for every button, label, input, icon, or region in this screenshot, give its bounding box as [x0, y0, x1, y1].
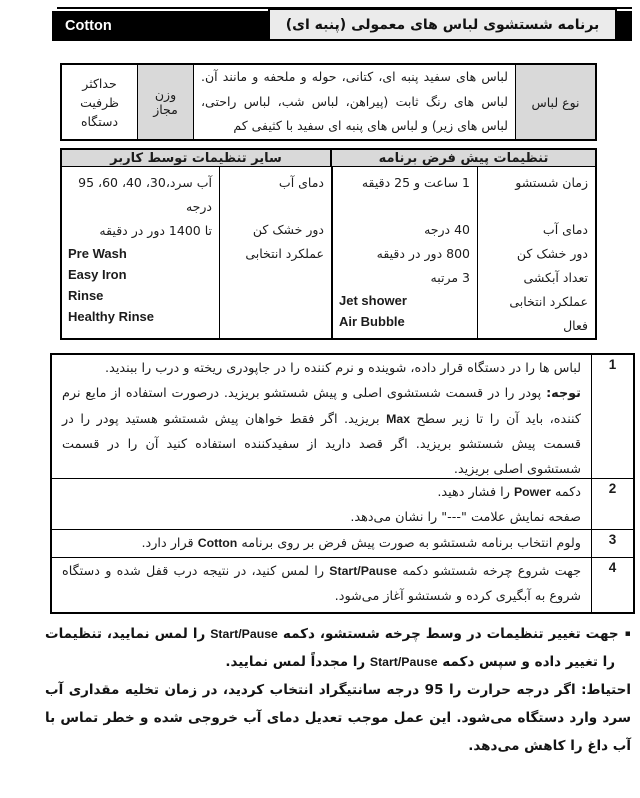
note-segment: را لمس نمایید، تنظیمات را تغییر داده و سپس دکمه: [45, 626, 615, 670]
setting-value: تا 1400 دور در دقیقه: [99, 223, 212, 238]
step-number: 1: [591, 355, 633, 478]
keyword-start-pause: Start/Pause: [210, 627, 278, 641]
setting-function: Pre Wash: [68, 246, 127, 261]
step-row: [52, 558, 633, 612]
setting-function: Air Bubble: [339, 314, 405, 329]
setting-label: زمان شستشو: [515, 175, 588, 190]
setting-value: 1 ساعت و 25 دقیقه: [361, 175, 470, 190]
step-text-segment: پودر را در قسمت شستشوی اصلی و پیش شستشو بریزید. درصورت استفاده از مایع نرم کننده، باید آن را تا زیر سطح: [62, 386, 582, 427]
note-label: توجه:: [546, 386, 581, 402]
setting-function: Rinse: [68, 288, 104, 303]
setting-label: دمای آب: [542, 222, 588, 237]
notes-section: [45, 620, 631, 760]
step-text-segment: دکمه: [550, 485, 581, 500]
step-row: [52, 479, 633, 530]
user-labels-column: [219, 167, 331, 338]
square-bullet-icon: ▪: [624, 629, 631, 639]
setting-label: دمای آب: [278, 175, 324, 190]
setting-function: Easy Iron: [68, 267, 127, 282]
setting-label: دور خشک کن: [252, 222, 324, 237]
caution-label: احتیاط:: [581, 682, 631, 698]
keyword-start-pause: Start/Pause: [369, 655, 438, 669]
step-number: 4: [591, 558, 633, 612]
step-text-segment: ولوم انتخاب برنامه شستشو به صورت پیش فرض بر روی برنامه: [237, 536, 581, 551]
caution-text: اگر درجه حرارت را 95 درجه سانتیگراد انتخاب کردید، در زمان تخلیه مقداری آب سرد وارد دستگاه می‌شود. این عمل موجب تعدیل دمای آب خروجی شده و خطر تماس با آب داغ را کاهش می‌دهد.: [45, 682, 631, 754]
default-values-column: [331, 167, 477, 338]
clothes-type-label: نوع لباس: [515, 65, 595, 139]
spacer: [333, 195, 477, 218]
user-settings-header: سایر تنظیمات توسط کاربر: [110, 150, 282, 166]
settings-table-header: [62, 150, 595, 167]
step-number: 2: [591, 479, 633, 529]
change-settings-note: [45, 620, 631, 676]
setting-label: عملکرد انتخابی: [245, 246, 324, 261]
setting-value: 40 درجه: [424, 222, 470, 237]
step-text-segment: لباس ها را در دستگاه قرار داده، شوینده و نرم کننده را در جاپودری ریخته و درب را ببندید.: [105, 361, 581, 376]
note-segment: را مجدداً لمس نمایید.: [225, 654, 370, 670]
allowed-weight-label: وزن مجاز: [137, 65, 193, 139]
default-labels-column: [477, 167, 595, 338]
clothes-table: [60, 63, 597, 141]
user-values-column: [62, 167, 219, 338]
step-number: 3: [591, 530, 633, 557]
setting-label: دور خشک کن: [516, 246, 588, 261]
step-text: [52, 558, 591, 612]
caution-note: [45, 676, 631, 760]
setting-function: Jet shower: [339, 293, 407, 308]
step-row: [52, 530, 633, 558]
keyword-start-pause: Start/Pause: [329, 564, 397, 578]
steps-table: [50, 353, 635, 614]
note-segment: جهت تغییر تنظیمات در وسط چرخه شستشو، دکمه: [277, 626, 619, 642]
keyword-cotton: Cotton: [197, 536, 238, 550]
step-row: [52, 355, 633, 479]
step-text-segment: صفحه نمایش علامت "---" را نشان می‌دهد.: [350, 510, 581, 526]
step-text: [52, 530, 591, 557]
clothes-type-desc: لباس های سفید پنبه ای، کتانی، حوله و ملحفه و مانند آن. لباس های رنگ ثابت (پیراهن، لباس شب، لباس راحتی، لباس های زیر) و لباس های پنبه ای سفید با کثیفی کم: [193, 65, 515, 139]
keyword-max: Max: [386, 411, 411, 426]
keyword-power: Power: [513, 485, 551, 499]
setting-label: عملکرد انتخابی فعال: [509, 294, 588, 333]
allowed-weight-value: حداکثر ظرفیت دستگاه: [80, 75, 119, 129]
setting-value: آب سرد،30، 40، 60، 95 درجه: [78, 175, 212, 214]
setting-value: 3 مرتبه: [430, 270, 470, 285]
default-settings-header: تنظیمات پیش فرض برنامه: [330, 150, 595, 166]
step-text: [52, 355, 591, 478]
step-text-segment: را فشار دهید.: [437, 485, 514, 500]
step-text: [52, 479, 591, 529]
setting-function: Healthy Rinse: [68, 309, 154, 324]
settings-table: [60, 148, 597, 340]
setting-value: 800 دور در دقیقه: [376, 246, 470, 261]
setting-label: تعداد آبکشی: [523, 270, 588, 285]
page-title: برنامه شستشوی لباس های معمولی (پنبه ای): [268, 8, 617, 41]
step-text-segment: جهت شروع چرخه شستشو دکمه: [396, 564, 581, 579]
step-text-segment: را لمس کنید، در نتیجه درب قفل شده و دستگاه شروع به آبگیری کرده و شستشو آغاز می‌شود.: [62, 564, 581, 605]
spacer: [478, 195, 595, 218]
spacer: [220, 195, 331, 218]
step-text-segment: بریزید. اگر فقط خواهان پیش شستشو هستید پودر را در قسمت پیش شستشو بریزید. اگر قصد دارید از سفیدکننده استفاده کنید آن را در قسمت شستشوی اصلی بریزید.: [62, 411, 581, 478]
settings-table-body: [62, 167, 595, 338]
step-text-segment: قرار دارد.: [141, 536, 198, 551]
program-name: Cotton: [65, 18, 112, 34]
